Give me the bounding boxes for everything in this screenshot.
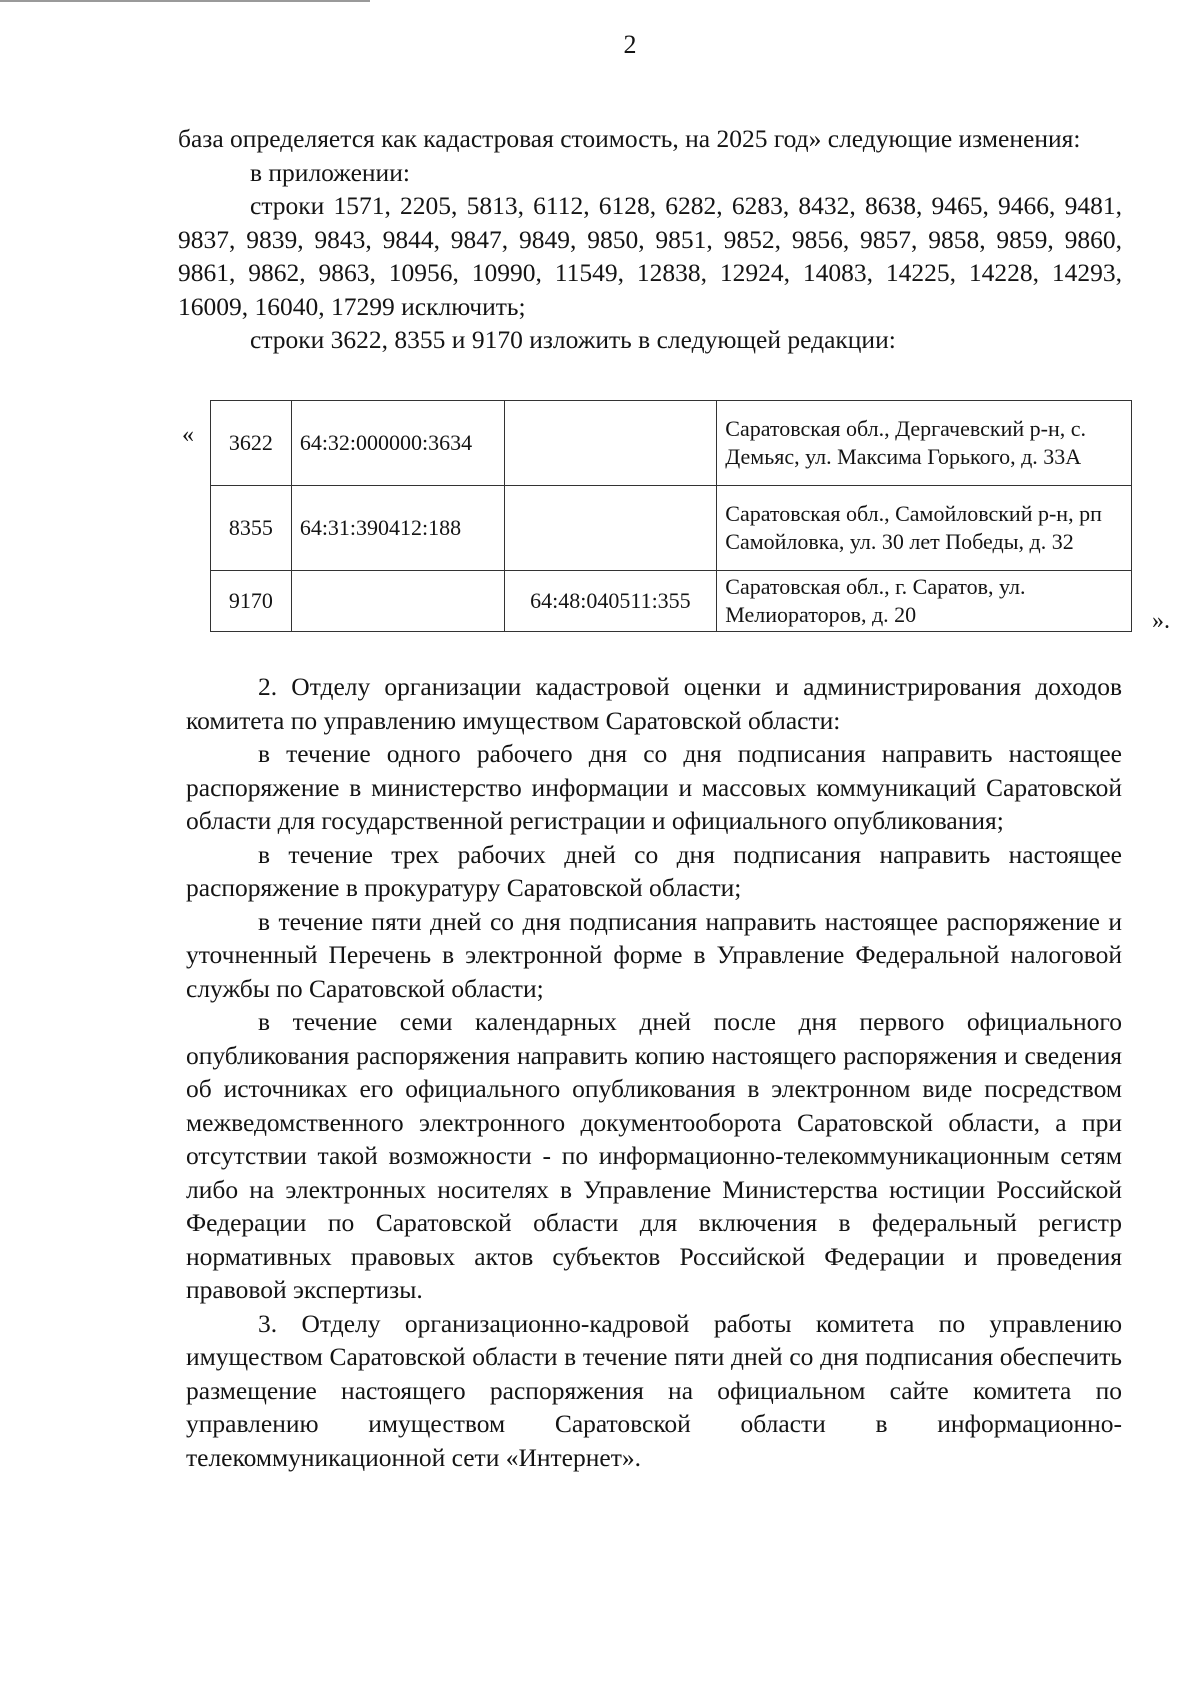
cadastral-number-cell: 64:32:000000:3634 (291, 401, 504, 486)
instructions-section (186, 670, 1122, 1474)
table-row (211, 401, 1132, 486)
table-row (211, 486, 1132, 571)
page-number: 2 (623, 30, 637, 59)
address-cell: Саратовская обл., г. Саратов, ул. Мелиораторов, д. 20 (717, 571, 1132, 632)
rows-amended-intro: строки 3622, 8355 и 9170 изложить в следующей редакции: (250, 325, 896, 354)
address-cell: Саратовская обл., Самойловский р-н, рп Самойловка, ул. 30 лет Победы, д. 32 (717, 486, 1132, 571)
opening-quote-mark: « (182, 422, 194, 448)
top-divider-line (0, 0, 370, 2)
appendix-line: в приложении: (250, 157, 410, 187)
address-cell: Саратовская обл., Дергачевский р-н, с. Демьяс, ул. Максима Горького, д. 33А (717, 401, 1132, 486)
row-number-cell: 9170 (211, 571, 292, 632)
closing-quote-mark: ». (1152, 608, 1170, 634)
amendments-section (178, 122, 1122, 357)
intro-paragraph: база определяется как кадастровая стоимость, на 2025 год» следующие изменения: (178, 124, 1081, 153)
amended-rows-table (210, 400, 1132, 632)
table-row (211, 571, 1132, 632)
item-2-heading: 2. Отделу организации кадастровой оценки и администрирования доходов комитета по управлению имуществом Саратовской области: (186, 672, 1122, 735)
item-2-point: в течение пяти дней со дня подписания направить настоящее распоряжение и уточненный Перечень в электронной форме в Управление Федеральной налоговой службы по Саратовской области; (186, 906, 1122, 1003)
row-number-cell: 3622 (211, 401, 292, 486)
cadastral-number-cell (291, 571, 504, 632)
row-number-cell: 8355 (211, 486, 292, 571)
item-3-paragraph: 3. Отделу организационно-кадровой работы комитета по управлению имуществом Саратовской области в течение пяти дней со дня подписания обеспечить размещение настоящего распоряжения на официальном сайте комитета по управлению имуществом Саратовской области в информационно-телекоммуникационной сети «Интернет». (186, 1308, 1122, 1472)
amended-rows-table-block (182, 400, 1170, 634)
cadastral-number-cell: 64:31:390412:188 (291, 486, 504, 571)
second-cadastral-number-cell (504, 486, 717, 571)
item-2-point: в течение одного рабочего дня со дня подписания направить настоящее распоряжение в министерство информации и массовых коммуникаций Саратовской области для государственной регистрации и официального опубликования; (186, 739, 1122, 835)
item-2-point: в течение семи календарных дней после дня первого официального опубликования распоряжения направить копию настоящего распоряжения и сведения об источниках его официального опубликования в электронном виде посредством межведомственного электронного документооборота Саратовской области, а при отсутствии такой возможности - по информационно-телекоммуникационным сетям либо на электронных носителях в Управление Министерства юстиции Российской Федерации по Саратовской области для включения в федеральный регистр нормативных правовых актов субъектов Российской Федерации и проведения правовой экспертизы. (186, 1007, 1122, 1304)
item-2-point: в течение трех рабочих дней со дня подписания направить настоящее распоряжение в прокуратуру Саратовской области; (186, 839, 1122, 902)
rows-excluded-paragraph: строки 1571, 2205, 5813, 6112, 6128, 6282, 6283, 8432, 8638, 9465, 9466, 9481, 9837, 9839, 9843, 9844, 9847, 9849, 9850, 9851, 9852, 9856, 9857, 9858, 9859, 9860, 9861, 9862, 9863, 10956, 10990, 11549, 12838, 12924, 14083, 14225, 14228, 14293, 16009, 16040, 17299 исключить; (178, 191, 1122, 321)
second-cadastral-number-cell: 64:48:040511:355 (504, 571, 717, 632)
second-cadastral-number-cell (504, 401, 717, 486)
